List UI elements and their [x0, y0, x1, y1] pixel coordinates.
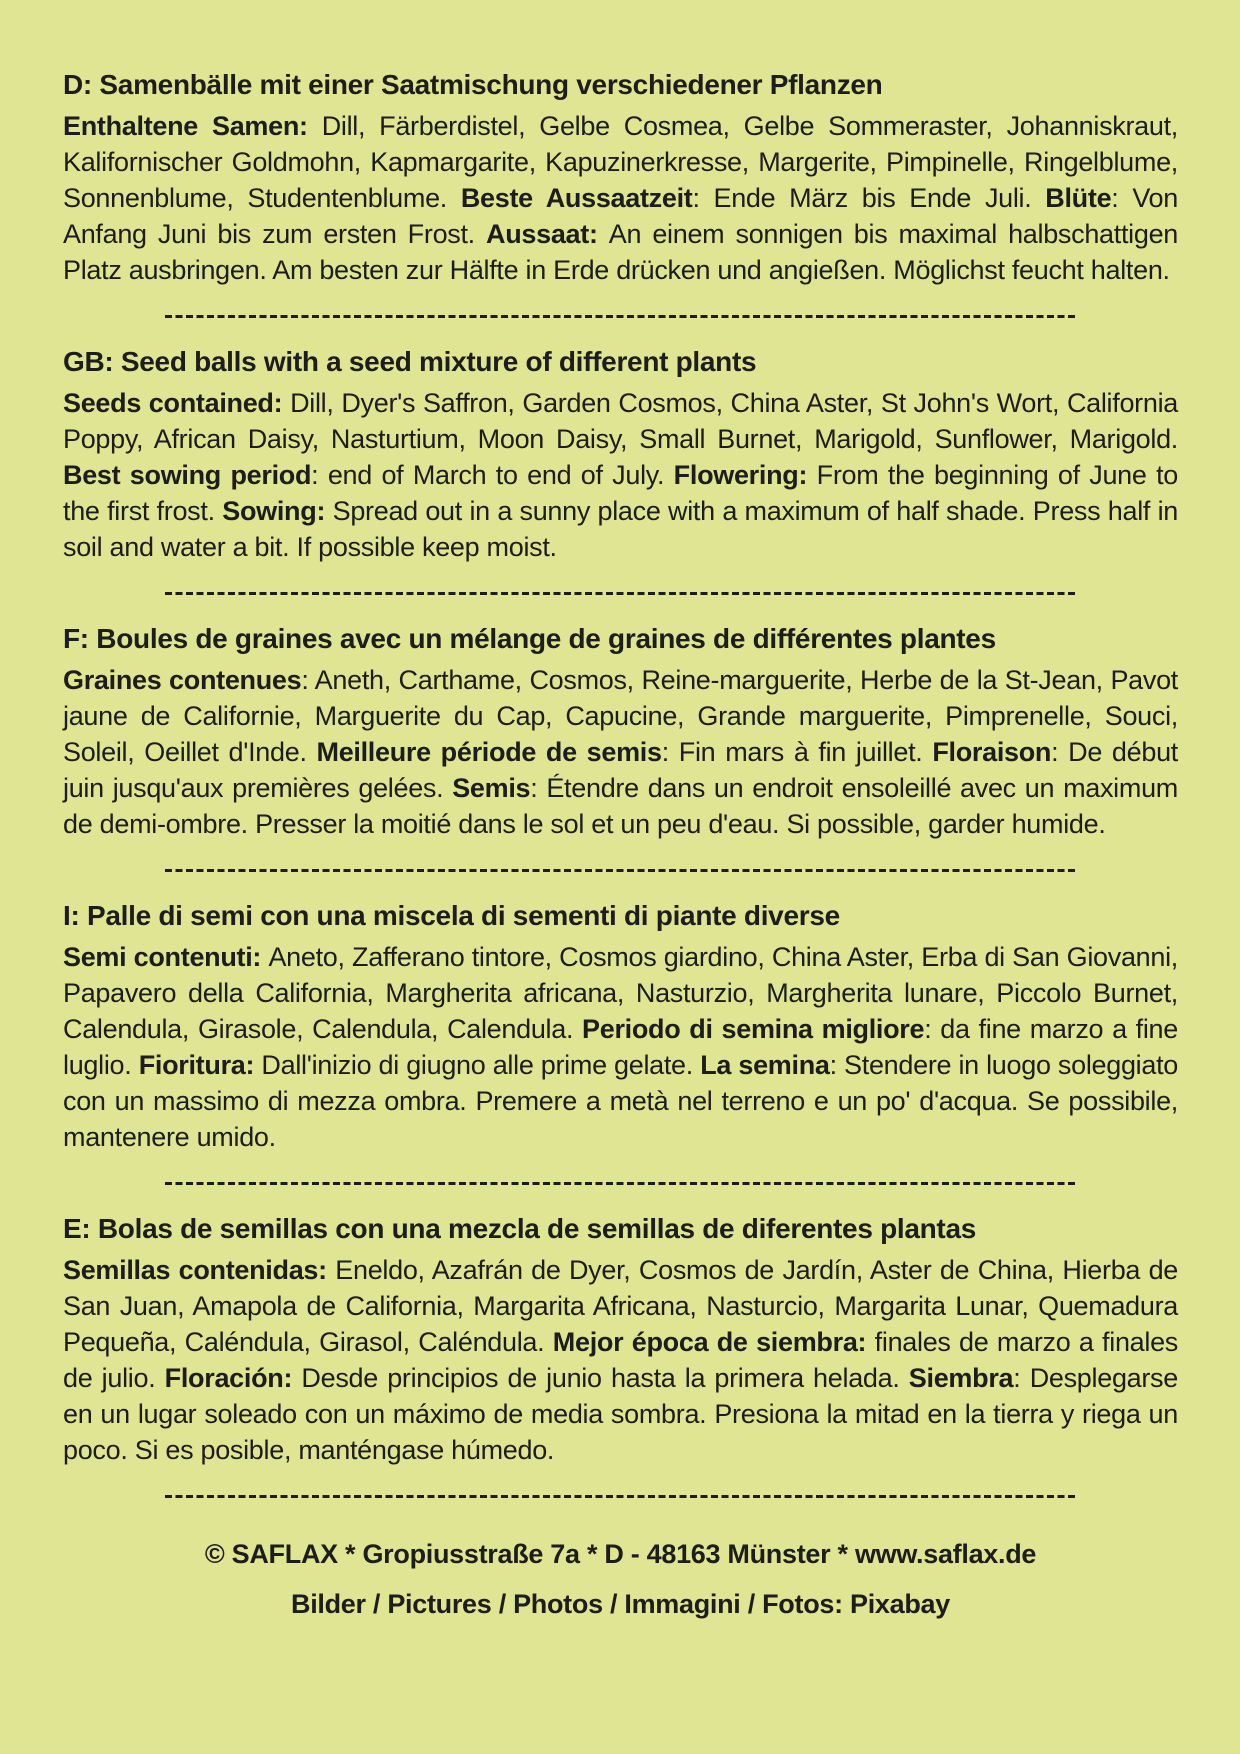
language-section-english — [63, 343, 1178, 565]
section-heading: E: Bolas de semillas con una mezcla de semillas de diferentes plantas — [63, 1213, 976, 1244]
body-segment: : Fin mars à fin juillet. — [661, 737, 933, 767]
body-segment: : Ende März bis Ende Juli. — [692, 183, 1046, 213]
body-segment: Spread out in a sunny place with a maximum of half shade. Press half in soil and water a bit. If possible keep moist. — [63, 496, 1178, 562]
body-segment: Semis — [452, 773, 531, 803]
dashed-divider — [165, 869, 1077, 872]
language-section-italian — [63, 897, 1178, 1155]
body-segment: : Desplegarse en un lugar soleado con un máximo de media sombra. Presiona la mitad en la tierra y riega un poco. Si es posible, manténgase húmedo. — [63, 1363, 1178, 1465]
section-body — [63, 108, 1178, 288]
section-heading: D: Samenbälle mit einer Saatmischung verschiedener Pflanzen — [63, 69, 883, 100]
body-segment: Eneldo, Azafrán de Dyer, Cosmos de Jardín, Aster de China, Hierba de San Juan, Amapola de California, Margarita Africana, Nasturcio, Margarita Lunar, Quemadura Pequeña, Caléndula, Girasol, Caléndula. — [63, 1255, 1178, 1357]
body-segment: Semi contenuti: — [63, 942, 269, 972]
language-section-spanish — [63, 1210, 1178, 1468]
body-segment: Aussaat: — [486, 219, 609, 249]
language-section-german — [63, 66, 1178, 288]
body-segment: Graines contenues — [63, 665, 302, 695]
body-segment: Semillas contenidas: — [63, 1255, 336, 1285]
section-body — [63, 1252, 1178, 1468]
body-segment: : Stendere in luogo soleggiato con un massimo di mezza ombra. Premere a metà nel terreno e un po' d'acqua. Se possibile, mantenere umido. — [63, 1050, 1178, 1152]
body-segment: : Von Anfang Juni bis zum ersten Frost. — [63, 183, 1178, 249]
dashed-divider — [165, 1495, 1077, 1498]
section-heading: GB: Seed balls with a seed mixture of different plants — [63, 346, 757, 377]
section-body — [63, 939, 1178, 1155]
language-sections — [63, 66, 1178, 1498]
body-segment: finales de marzo a finales de julio. — [63, 1327, 1178, 1393]
dashed-divider — [165, 1182, 1077, 1185]
body-segment: Mejor época de siembra: — [552, 1327, 875, 1357]
body-segment: La semina — [700, 1050, 830, 1080]
body-segment: : end of March to end of July. — [311, 460, 674, 490]
language-section-french — [63, 620, 1178, 842]
section-body — [63, 662, 1178, 842]
body-segment: : De début juin jusqu'aux premières gelées. — [63, 737, 1178, 803]
photo-credits-line: Bilder / Pictures / Photos / Immagini / Fotos: Pixabay — [291, 1589, 950, 1619]
dashed-divider — [165, 315, 1077, 318]
body-segment: Flowering: — [673, 460, 817, 490]
body-segment: : Aneth, Carthame, Cosmos, Reine-marguerite, Herbe de la St-Jean, Pavot jaune de Californie, Marguerite du Cap, Capucine, Grande marguerite, Pimprenelle, Souci, Soleil, Oeillet d'Inde. — [63, 665, 1178, 767]
body-segment: Siembra — [908, 1363, 1014, 1393]
body-segment: Blüte — [1045, 183, 1112, 213]
dashed-divider — [165, 592, 1077, 595]
body-segment: Floración: — [164, 1363, 302, 1393]
body-segment: Dill, Färberdistel, Gelbe Cosmea, Gelbe Sommeraster, Johanniskraut, Kalifornischer Goldmohn, Kapmargarite, Kapuzinerkresse, Margerite, Pimpinelle, Ringelblume, Sonnenblume, Studentenblume. — [63, 111, 1178, 213]
body-segment: Meilleure période de semis — [316, 737, 662, 767]
body-segment: Aneto, Zafferano tintore, Cosmos giardino, China Aster, Erba di San Giovanni, Papavero della California, Margherita africana, Nasturzio, Margherita lunare, Piccolo Burnet, Calendula, Girasole, Calendula, Calendula. — [63, 942, 1179, 1044]
body-segment: Beste Aussaatzeit — [460, 183, 693, 213]
body-segment: Seeds contained: — [63, 388, 291, 418]
body-segment: Sowing: — [222, 496, 333, 526]
section-heading: F: Boules de graines avec un mélange de graines de différentes plantes — [63, 623, 996, 654]
body-segment: : da fine marzo a fine luglio. — [63, 1014, 1178, 1080]
body-segment: Best sowing period — [63, 460, 312, 490]
body-segment: From the beginning of June to the first frost. — [63, 460, 1178, 526]
body-segment: Desde principios de junio hasta la primera helada. — [301, 1363, 909, 1393]
copyright-line: © SAFLAX * Gropiusstraße 7a * D - 48163 Münster * www.saflax.de — [204, 1539, 1037, 1569]
body-segment: Floraison — [932, 737, 1052, 767]
body-segment: Periodo di semina migliore — [582, 1014, 925, 1044]
body-segment: Fioritura: — [138, 1050, 262, 1080]
section-heading: I: Palle di semi con una miscela di sementi di piante diverse — [63, 900, 840, 931]
body-segment: Dall'inizio di giugno alle prime gelate. — [261, 1050, 701, 1080]
footer — [63, 1536, 1178, 1622]
body-segment: An einem sonnigen bis maximal halbschattigen Platz ausbringen. Am besten zur Hälfte in Erde drücken und angießen. Möglichst feucht halten. — [63, 219, 1179, 285]
body-segment: Enthaltene Samen: — [63, 111, 322, 141]
section-body — [63, 385, 1178, 565]
body-segment: Dill, Dyer's Saffron, Garden Cosmos, China Aster, St John's Wort, California Poppy, African Daisy, Nasturtium, Moon Daisy, Small Burnet, Marigold, Sunflower, Marigold. — [63, 388, 1178, 454]
body-segment: : Étendre dans un endroit ensoleillé avec un maximum de demi-ombre. Presser la moitié dans le sol et un peu d'eau. Si possible, garder humide. — [63, 773, 1178, 839]
